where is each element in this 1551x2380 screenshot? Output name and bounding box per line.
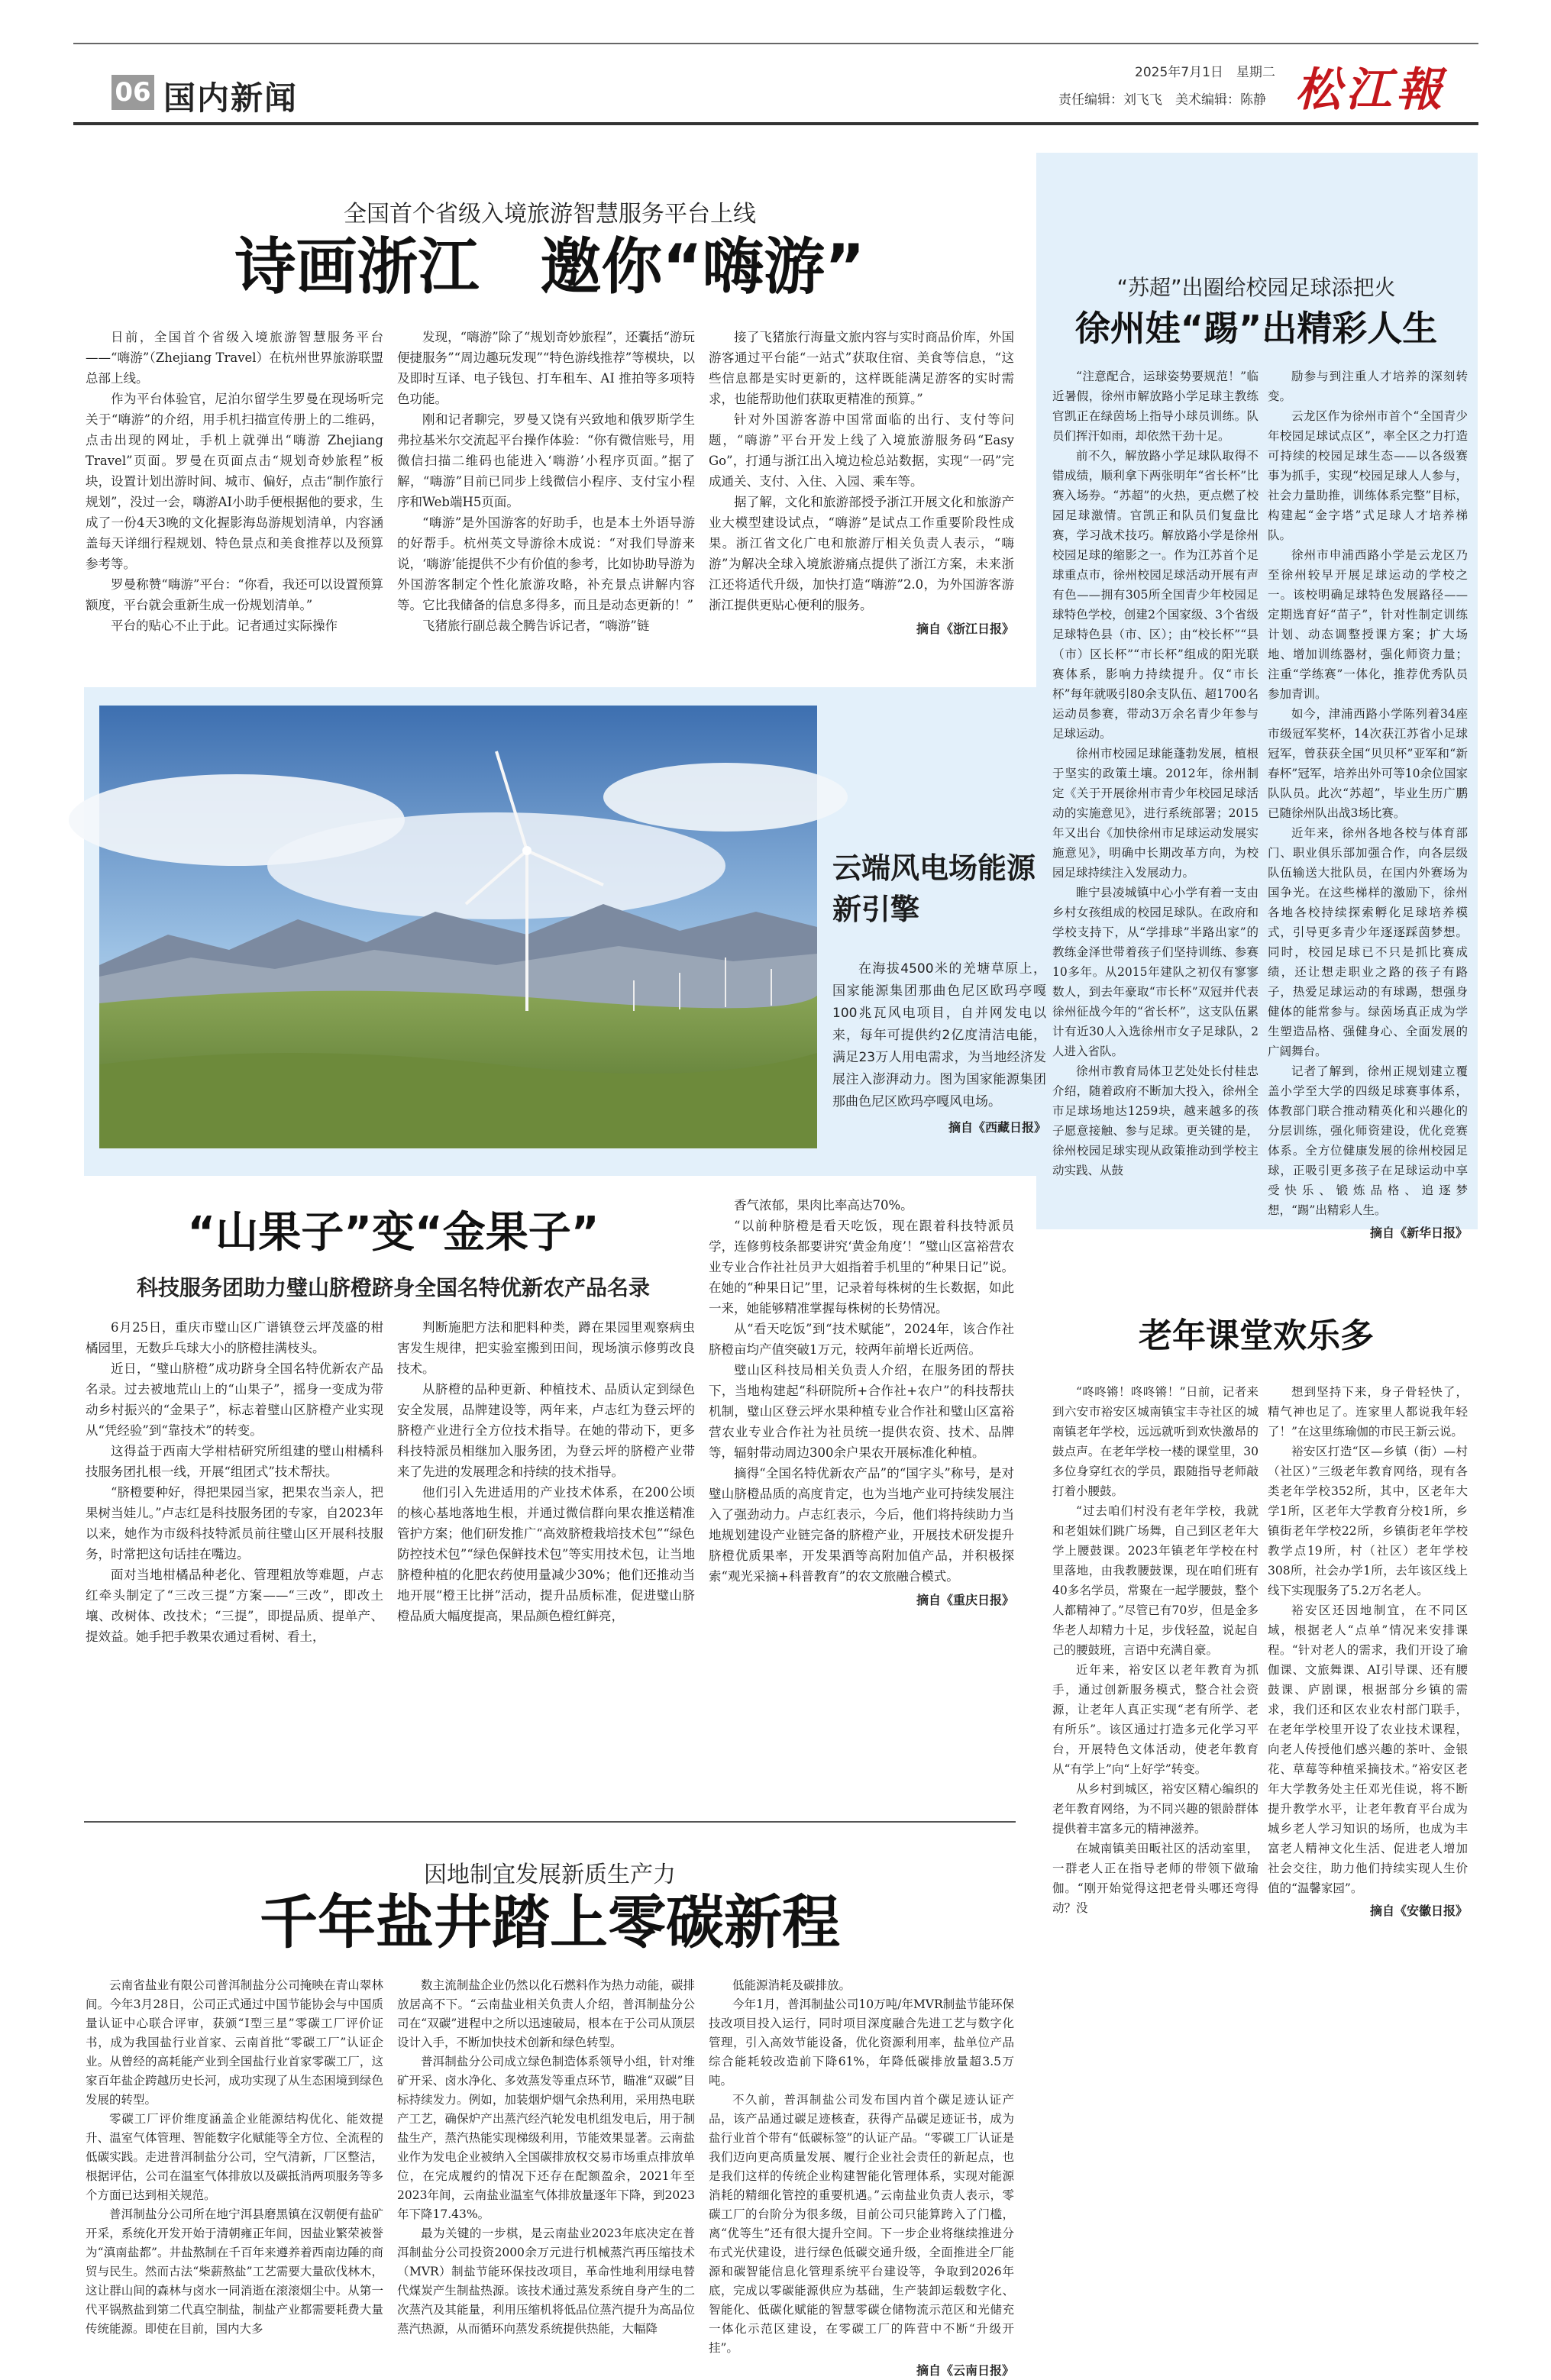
article2-column-2 [397, 1317, 695, 1626]
article2-column-3 [709, 1195, 1014, 1610]
wind-farm-illustration [99, 706, 817, 1148]
paragraph: 日前，全国首个省级入境旅游智慧服务平台——“嗨游”（Zhejiang Travel）在杭州世界旅游联盟总部上线。 [86, 330, 383, 386]
paragraph: 作为平台体验官，尼泊尔留学生罗曼在现场听完关于“嗨游”的介绍，用手机扫描宣传册上的二维码，点击出现的网址，手机上就弹出“嗨游 Zhejiang Travel”页面。罗曼在页面点击“规划奇妙旅程”板块，设置计划出游时间、城市、偏好，点击“制作旅行规划”，没过一会，嗨游AI小助手便根据他的要求，生成了一份4天3晚的文化握影海岛游规划清单，内容涵盖每天详细行程规划、特色景点和美食推荐以及预算参考等。 [86, 392, 383, 571]
paragraph: 6月25日，重庆市璧山区广谱镇登云坪茂盛的柑橘园里，无数乒乓球大小的脐橙挂满枝头。 [86, 1320, 383, 1355]
paragraph: 飞猪旅行副总裁仝腾告诉记者，“嗨游”链 [422, 618, 650, 633]
photo-title: 云端风电场能源新引擎 [832, 851, 1036, 926]
paragraph: 最为关键的一步棋，是云南盐业2023年底决定在普洱制盐分公司投资2000余万元进行机械蒸汽再压缩技术（MVR）制盐节能环保技改项目，革命性地利用绿电替代煤炭产生制盐热源。该技术通过蒸发系统自身产生的二次蒸汽及其能量，利用压缩机将低品位蒸汽提升为高品位蒸汽热源，从而循环向蒸发系统提供热能，大幅降 [397, 2227, 695, 2336]
paragraph: “嗨游”是外国游客的好助手，也是本土外语导游的好帮手。杭州英文导游徐木成说：“对我们导游来说，‘嗨游’能提供不少有价值的参考，比如协助导游为外国游客制定个性化旅游攻略，补充景点讲解内容等。它比我储备的信息多得多，而且是动态更新的！” [397, 515, 695, 612]
paragraph: 针对外国游客游中国常面临的出行、支付等问题，“嗨游”平台开发上线了入境旅游服务码“Easy Go”，打通与浙江出入境边检总站数据，实现“一码”完成通关、支付、入住、入园、乘车等。 [709, 412, 1014, 489]
paragraph: 近年来，徐州各地各校与体育部门、职业俱乐部加强合作，向各层级队伍输送大批队员，在国内外赛场为国争光。在这些梯样的激励下，徐州各地各校持续探索孵化足球培养模式，引导更多青少年逐逐踩茵梦想。同时，校园足球已不只是抓比赛成绩，还让想走职业之路的孩子有路子，热爱足球运动的有球踢，想强身健体的能常参与。绿茵场真正成为学生塑造品格、强健身心、全面发展的广阔舞台。 [1268, 826, 1468, 1058]
section-divider [84, 1821, 1016, 1823]
article3-column-2 [397, 1976, 695, 2339]
article4-column-1 [1052, 367, 1259, 1180]
article4-kicker: “苏超”出圈给校园足球添把火 [1116, 275, 1396, 300]
paragraph: 低能源消耗及碳排放。 [732, 1978, 851, 1992]
article3-source: 摘自《云南日报》 [916, 2363, 1014, 2378]
article1-source: 摘自《浙江日报》 [916, 622, 1014, 636]
article1-column-2 [397, 327, 695, 636]
paragraph: 裕安区还因地制宜，在不同区域，根据老人“点单”情况来安排课程。“针对老人的需求，我们开设了瑜伽课、文旅舞课、AI引导课、还有腰鼓课、庐剧课，根据部分乡镇的需求，我们还和区农业农村部门联手，在老年学校里开设了农业技术课程，向老人传授他们感兴趣的茶叶、金银花、草莓等种植采摘技术。”裕安区老年大学教务处主任邓光佳说，将不断提升教学水平，让老年教育平台成为城乡老人学习知识的场所，也成为丰富老人精神文化生活、促进老人增加社会交往，助力他们持续实现人生价值的“温馨家园”。 [1268, 1603, 1468, 1895]
paragraph: 据了解，文化和旅游部授予浙江开展文化和旅游产业大模型建设试点，“嗨游”是试点工作重要阶段性成果。浙江省文化广电和旅游厅相关负责人表示，“嗨游”为解决全球入境旅游痛点提供了浙江方案，未来浙江还将适代升级，加快打造“嗨游”2.0，为外国游客游浙江提供更贴心便利的服务。 [709, 495, 1014, 612]
paragraph: 他们引入先进适用的产业技术体系，在200公顷的核心基地落地生根，并通过微信群向果农推送精准管护方案；他们研发推广“高效脐橙栽培技术包”“绿色防控技术包”“绿色保鲜技术包”等实用技术包，让当地脐橙种植的化肥农药使用量减少30%；他们还推动当地开展“橙王比拼”活动，提升品质标准，促进璧山脐橙品质大幅度提高，果品颜色橙红鲜亮， [397, 1485, 695, 1623]
article3-kicker: 因地制宜发展新质生产力 [424, 1862, 676, 1888]
paragraph: 不久前，普洱制盐公司发布国内首个碳足迹认证产品，该产品通过碳足迹核查，获得产品碳足迹证书，成为盐行业首个带有“低碳标签”的认证产品。“零碳工厂认证是我们迈向更高质量发展、履行企业社会责任的新起点，也是我们这样的传统企业构建智能化管理体系，实现对能源消耗的精细化管控的重要机遇。”云南盐业负责人表示，零碳工厂的台阶分为很多级，目前公司只能算跨入了门槛，离“优等生”还有很大提升空间。下一步企业将继续推进分布式光伏建设，进行绿色低碳交通升级，全面推进全厂能源和碳智能信息化管理系统平台建设等，争取到2026年底，完成以零碳能源供应为基础，生产装卸运载数字化、智能化、低碳化赋能的智慧零碳仓储物流示范区和光储充一体化示范区建设，在零碳工厂的阵营中不断“升级开挂”。 [709, 2093, 1014, 2355]
article5-title: 老年课堂欢乐多 [1139, 1316, 1374, 1355]
paragraph: 如今，津浦西路小学陈列着34座市级冠军奖杯，14次获江苏省小足球冠军，曾获获全国“贝贝杯”亚军和“新春杯”冠军，培养出外可等10余位国家队队员。此次“苏超”，毕业生历广鹏已随徐州队出战3场比赛。 [1268, 707, 1468, 820]
paragraph: 璧山区科技局相关负责人介绍，在服务团的帮扶下，当地构建起“科研院所+合作社+农户”的科技帮扶机制，璧山区登云坪水果种植专业合作社和璧山区富裕营农业专业合作社为社员统一提供农资、技术、品牌等，辐射带动周边300余户果农开展标准化种植。 [709, 1363, 1014, 1460]
paragraph: 面对当地柑橘品种老化、管理粗放等难题，卢志红牵头制定了“三改三提”方案——“三改”，即改土壤、改树体、改技术；“三提”，即提品质、提单产、提效益。她手把手教果农通过看树、看土， [86, 1568, 383, 1644]
issue-date: 2025年7月1日 星期二 [1135, 65, 1275, 80]
paragraph: 前不久，解放路小学足球队取得不错成绩，顺利拿下两张明年“省长杯”比赛入场券。“苏超”的火热，更点燃了校园足球激情。官凯正和队员们复盘比赛，学习战术技巧。解放路小学是徐州校园足球的缩影之一。作为江苏首个足球重点市，徐州校园足球活动开展有声有色——拥有305所全国青少年校园足球特色学校，创建2个国家级、3个省级足球特色县（市、区）；由“校长杯”“县（市）区长杯”“市长杯”组成的阳光联赛体系，影响力持续提升。仅“市长杯”每年就吸引80余支队伍、超1700名运动员参赛，带动3万余名青少年参与足球运动。 [1052, 449, 1259, 741]
paragraph: 记者了解到，徐州正规划建立覆盖小学至大学的四级足球赛事体系，体教部门联合推动精英化和兴趣化的分层训练，强化师资建设，优化竞赛体系。全方位健康发展的徐州校园足球，正吸引更多孩子在足球运动中享受快乐、锻炼品格、追逐梦想，“踢”出精彩人生。 [1268, 1064, 1468, 1217]
paragraph: 徐州市教育局体卫艺处处长付桂忠介绍，随着政府不断加大投入，徐州全市足球场地达1259块，越来越多的孩子愿意接触、参与足球。更关键的是，徐州校园足球实现从政策推动到学校主动实践、从鼓 [1052, 1064, 1259, 1177]
header-rule [73, 122, 1478, 125]
paragraph: 在城南镇美田畈社区的活动室里，一群老人正在指导老师的带领下做瑜伽。“刚开始觉得这把老骨头哪还弯得动？没 [1052, 1842, 1259, 1915]
photo-caption [832, 958, 1046, 1138]
article5-column-2 [1268, 1382, 1468, 1921]
paragraph: “注意配合，运球姿势要规范！”临近暑假，徐州市解放路小学足球主教练官凯正在绿茵场上指导小球员训练。队员们挥汗如雨，却依然干劲十足。 [1052, 370, 1259, 443]
newspaper-logo: 松江報 [1295, 63, 1446, 117]
top-rule [73, 43, 1478, 44]
paragraph: 数主流制盐企业仍然以化石燃料作为热力动能，碳排放居高不下。“云南盐业相关负责人介绍，普洱制盐分公司在“双碳”进程中之所以迅速破局，根本在于公司从顶层设计入手，不断加快技术创新和绿色转型。 [397, 1978, 695, 2049]
photo-caption-text: 在海拔4500米的羌塘草原上，国家能源集团那曲色尼区欧玛亭嘎100兆瓦风电项目，自并网发电以来，每年可提供约2亿度清洁电能，满足23万人用电需求，为当地经济发展注入澎湃动力。图为国家能源集团那曲色尼区欧玛亭嘎风电场。 [832, 961, 1046, 1109]
paragraph: 刚和记者聊完，罗曼又饶有兴致地和俄罗斯学生弗拉基米尔交流起平台操作体验：“你有微信账号，用微信扫描二维码也能进入‘嗨游’小程序页面。”据了解，“嗨游”目前已同步上线微信小程序、支付宝小程序和Web端H5页面。 [397, 412, 695, 509]
paragraph: 判断施肥方法和肥料种类，蹲在果园里观察病虫害发生规律，把实验室搬到田间，现场演示修剪改良技术。 [397, 1320, 695, 1376]
paragraph: 励参与到注重人才培养的深刻转变。 [1268, 370, 1468, 403]
paragraph: “过去咱们村没有老年学校，我就和老姐妹们跳广场舞，自己到区老年大学上腰鼓课。2023年镇老年学校在村里落地，由我教腰鼓课，现在咱们班有40多名学员，常聚在一起学腰鼓，整个人都精神了。”尽管已有70岁，但是金多华老人却精力十足，步伐轻盈，说起自己的腰鼓班，言语中充满自豪。 [1052, 1504, 1259, 1657]
article5-source: 摘自《安徽日报》 [1369, 1904, 1468, 1918]
paragraph: 云南省盐业有限公司普洱制盐分公司掩映在青山翠林间。今年3月28日，公司正式通过中国节能协会与中国质量认证中心联合评审，获颁“Ⅰ型三星”零碳工厂评价证书，成为我国盐行业首家、云南首批“零碳工厂”认证企业。从曾经的高耗能产业到全国盐行业首家零碳工厂，这家百年盐企跨越历史长河，成功实现了从生态困境到绿色发展的转型。 [86, 1978, 383, 2107]
paragraph: 这得益于西南大学柑桔研究所组建的璧山柑橘科技服务团扎根一线，开展“组团式”技术帮扶。 [86, 1444, 383, 1479]
page-number: 06 [111, 75, 154, 110]
paragraph: 普洱制盐分公司所在地宁洱县磨黑镇在汉朝便有盐矿开采，系统化开发开始于清朝雍正年间，因盐业繁荣被誉为“滇南盐都”。井盐熬制在千百年来遵养着西南边陲的商贸与民生。然而古法“柴薪熬盐”工艺需要大量砍伐林木，这让群山间的森林与卤水一同消逝在滚滚烟尘中。从第一代平锅熬盐到第二代真空制盐，制盐产业都需要耗费大量传统能源。即使在目前，国内大多 [86, 2207, 383, 2336]
paragraph: 接了飞猪旅行海量文旅内容与实时商品价库，外国游客通过平台能“一站式”获取住宿、美食等信息，“这些信息都是实时更新的，这样既能满足游客的实时需求，也能帮助他们获取更精准的预算。” [709, 330, 1014, 406]
article1-column-3 [709, 327, 1014, 639]
paragraph: 罗曼称赞“嗨游”平台：“你看，我还可以设置预算额度，平台就会重新生成一份规划清单。” [86, 577, 383, 612]
article2-subtitle: 科技服务团助力璧山脐橙跻身全国名特优新农产品名录 [136, 1275, 650, 1300]
article3-column-3 [709, 1976, 1014, 2380]
page-header [73, 53, 1478, 122]
article5-column-1 [1052, 1382, 1259, 1918]
paragraph: “脐橙要种好，得把果园当家，把果农当亲人，把果树当娃儿。”卢志红是科技服务团的专家，自2023年以来，她作为市级科技特派员前往璧山区开展科技服务，时常把这句话挂在嘴边。 [86, 1485, 383, 1561]
paragraph: 想到坚持下来，身子骨轻快了，精气神也足了。连家里人都说我年轻了！”在这里练瑜伽的市民王新云说。 [1268, 1385, 1468, 1439]
photo-source: 摘自《西藏日报》 [948, 1120, 1046, 1135]
paragraph: 香气浓郁，果肉比率高达70%。 [734, 1198, 913, 1213]
paragraph: 零碳工厂评价维度涵盖企业能源结构优化、能效提升、温室气体管理、智能数字化赋能等全方位、全流程的低碳实践。走进普洱制盐分公司，空气清新，厂区整洁，根据评估，公司在温室气体排放以及碳抵消两项服务等多个方面已达到相关规范。 [86, 2112, 383, 2202]
paragraph: “以前种脐橙是看天吃饭，现在跟着科技特派员学，连修剪枝条都要讲究‘黄金角度’！”璧山区富裕营农业专业合作社社员尹大姐指着手机里的“种果日记”说。在她的“种果日记”里，记录着每株树的生长数据，如此一来，她能够精准掌握每株树的长势情况。 [709, 1219, 1014, 1316]
section-name: 国内新闻 [163, 79, 299, 117]
article4-title: 徐州娃“踢”出精彩人生 [1074, 308, 1438, 349]
paragraph: 睢宁县凌城镇中心小学有着一支由乡村女孩组成的校园足球队。在政府和学校支持下，从“学排球”半路出家”的教练金泽世带着孩子们坚持训练、参赛10多年。从2015年建队之初仅有寥寥数人，到去年豪取“市长杯”双冠并代表徐州征战今年的“省长杯”，这支队伍累计有近30人入选徐州市女子足球队，2人进入省队。 [1052, 886, 1259, 1058]
paragraph: 摘得“全国名特优新农产品”的“国字头”称号，是对璧山脐橙品质的高度肯定，也为当地产业可持续发展注入了强劲动力。卢志红表示，今后，他们将持续助力当地规划建设产业链完备的脐橙产业，开展技术研发提升脐橙优质果率，开发果酒等高附加值产品，并积极探索“观光采摘+科普教育”的农文旅融合模式。 [709, 1466, 1014, 1584]
paragraph: 裕安区打造“区—乡镇（街）—村（社区）”三级老年教育网络，现有各类老年学校352所，其中，区老年大学1所，区老年大学教育分校1所，乡镇街老年学校22所，乡镇街老年学校教学点19所，村（社区）老年学校308所，社会办学1所，去年该区线上线下实现服务了5.2万名老人。 [1268, 1445, 1468, 1597]
editor-credits: 责任编辑：刘飞飞 美术编辑：陈静 [1058, 92, 1266, 108]
paragraph: “咚咚锵！咚咚锵！”日前，记者来到六安市裕安区城南镇宝丰寺社区的城南镇老年学校，远远就听到欢快激昂的鼓点声。在老年学校一楼的课堂里，30多位身穿红衣的学员，跟随指导老师敲打着小腰鼓。 [1052, 1385, 1259, 1498]
photo-feature [84, 687, 1069, 1176]
article2-column-1 [86, 1317, 383, 1647]
paragraph: 平台的贴心不止于此。记者通过实际操作 [111, 618, 338, 633]
article1-kicker: 全国首个省级入境旅游智慧服务平台上线 [344, 201, 756, 228]
paragraph: 今年1月，普洱制盐公司10万吨/年MVR制盐节能环保技改项目投入运行，同时项目深度融合先进工艺与数字化管理，引入高效节能设备，优化资源利用率，盐单位产品综合能耗较改造前下降61%，年降低碳排放量超3.5万吨。 [709, 1997, 1014, 2088]
article3-column-1 [86, 1976, 383, 2339]
article2-source: 摘自《重庆日报》 [916, 1593, 1014, 1607]
paragraph: 普洱制盐分公司成立绿色制造体系领导小组，针对维矿开采、卤水净化、多效蒸发等重点环节，瞄准“双碳”目标持续发力。例如，加装烟炉烟气余热利用，采用热电联产工艺，确保炉产出蒸汽经汽轮发电机组发电后，用于制盐生产，蒸汽热能实现梯级利用，节能效果显著。云南盐业作为发电企业被纳入全国碳排放权交易市场重点排放单位，在完成履约的情况下还存在配额盈余，2021年至2023年间，云南盐业温室气体排放量逐年下降，到2023年下降17.43%。 [397, 2055, 695, 2221]
paragraph: 从“看天吃饭”到“技术赋能”，2024年，该合作社脐橙亩均产值突破1万元，较两年前增长近两倍。 [709, 1322, 1014, 1357]
article4-source: 摘自《新华日报》 [1369, 1226, 1468, 1240]
paragraph: 云龙区作为徐州市首个“全国青少年校园足球试点区”，率全区之力打造可持续的校园足球生态——以各级赛事为抓手，实现“校园足球人人参与，社会力量助推，训练体系完整”目标，构建起“金字塔”式足球人才培养梯队。 [1268, 409, 1468, 542]
paragraph: 近日，“璧山脐橙”成功跻身全国名特优新农产品名录。过去被地荒山上的“山果子”，摇身一变成为带动乡村振兴的“金果子”，标志着璧山区脐橙产业实现从“凭经验”到“靠技术”的转变。 [86, 1361, 383, 1438]
article2-title: “山果子”变“金果子” [187, 1208, 599, 1258]
article4-column-2 [1268, 367, 1468, 1243]
article1-column-1 [86, 327, 383, 636]
paragraph: 发现，“嗨游”除了“规划奇妙旅程”，还囊括“游玩便捷服务”“周边趣玩发现”“特色游线推荐”等模块，以及即时互译、电子钱包、打车租车、AI 推拍等多项特色功能。 [397, 330, 695, 406]
article1-title: 诗画浙江 邀你“嗨游” [234, 231, 865, 302]
paragraph: 近年来，裕安区以老年教育为抓手，通过创新服务模式，整合社会资源，让老年人真正实现“老有所学、老有所乐”。该区通过打造多元化学习平台，开展特色文体活动，使老年教育从“有学上”向“上好学”转变。 [1052, 1663, 1259, 1776]
article3-title: 千年盐井踏上零碳新程 [260, 1888, 840, 1956]
paragraph: 徐州市校园足球能蓬勃发展，植根于坚实的政策土壤。2012年，徐州制定《关于开展徐州市青少年校园足球活动的实施意见》，进行系统部署；2015年又出台《加快徐州市足球运动发展实施意见》，明确中长期改革方向，为校园足球持续注入发展动力。 [1052, 747, 1259, 880]
wind-farm-photo [99, 706, 817, 1148]
paragraph: 从脐橙的品种更新、种植技术、品质认定到绿色安全发展，品牌建设等，两年来，卢志红为登云坪的脐橙产业进行全方位技术指导。在她的带动下，更多科技特派员相继加入服务团，为登云坪的脐橙产业带来了先进的发展理念和持续的技术指导。 [397, 1382, 695, 1479]
paragraph: 从乡村到城区，裕安区精心编织的老年教育网络，为不同兴趣的银龄群体提供着丰富多元的精神滋养。 [1052, 1782, 1259, 1836]
paragraph: 徐州市申浦西路小学是云龙区乃至徐州较早开展足球运动的学校之一。该校明确足球特色发展路径——定期选育好“苗子”，针对性制定训练计划、动态调整授课方案；扩大场地、增加训练器材，强化师资力量；注重“学练赛”一体化，推荐优秀队员参加青训。 [1268, 548, 1468, 701]
